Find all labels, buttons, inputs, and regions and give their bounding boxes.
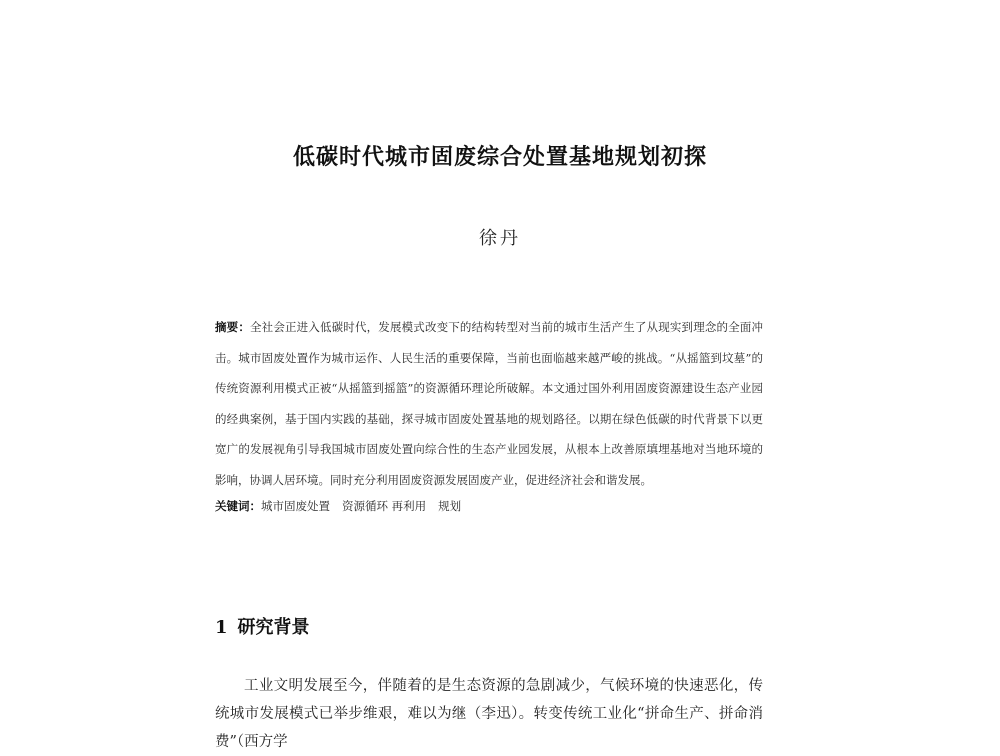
keyword-item: 城市固废处置 xyxy=(261,499,330,513)
abstract xyxy=(215,312,763,495)
keyword-item: 规划 xyxy=(438,499,462,513)
keyword-item: 资源循环 再利用 xyxy=(342,499,427,513)
abstract-label: 摘要： xyxy=(215,320,250,334)
author-name: 徐丹 xyxy=(479,228,521,249)
section-heading xyxy=(215,613,310,639)
keywords-label: 关键词： xyxy=(215,499,261,513)
body-paragraph: 工业文明发展至今，伴随着的是生态资源的急剧减少，气候环境的快速恶化，传统城市发展模式已举步维艰，难以为继（李迅）。转变传统工业化“拼命生产、拼命消费”（西方学 xyxy=(215,678,763,750)
keywords xyxy=(215,496,763,516)
paper-title: 低碳时代城市固废综合处置基地规划初探 xyxy=(292,145,707,170)
abstract-text: 全社会正进入低碳时代，发展模式改变下的结构转型对当前的城市生活产生了从现实到理念的全面冲击。城市固废处置作为城市运作、人民生活的重要保障，当前也面临越来越严峻的挑战。“从摇篮到坟墓”的传统资源利用模式正被“从摇篮到摇篮”的资源循环理论所破解。本文通过国外利用固废资源建设生态产业园的经典案例，基于国内实践的基础，探寻城市固废处置基地的规划路径。以期在绿色低碳的时代背景下以更宽广的发展视角引导我国城市固废处置向综合性的生态产业园发展，从根本上改善原填埋基地对当地环境的影响，协调人居环境。同时充分利用固废资源发展固废产业，促进经济社会和谐发展。 xyxy=(215,320,764,487)
section-title: 研究背景 xyxy=(237,617,310,638)
section-number: 1 xyxy=(215,617,228,638)
